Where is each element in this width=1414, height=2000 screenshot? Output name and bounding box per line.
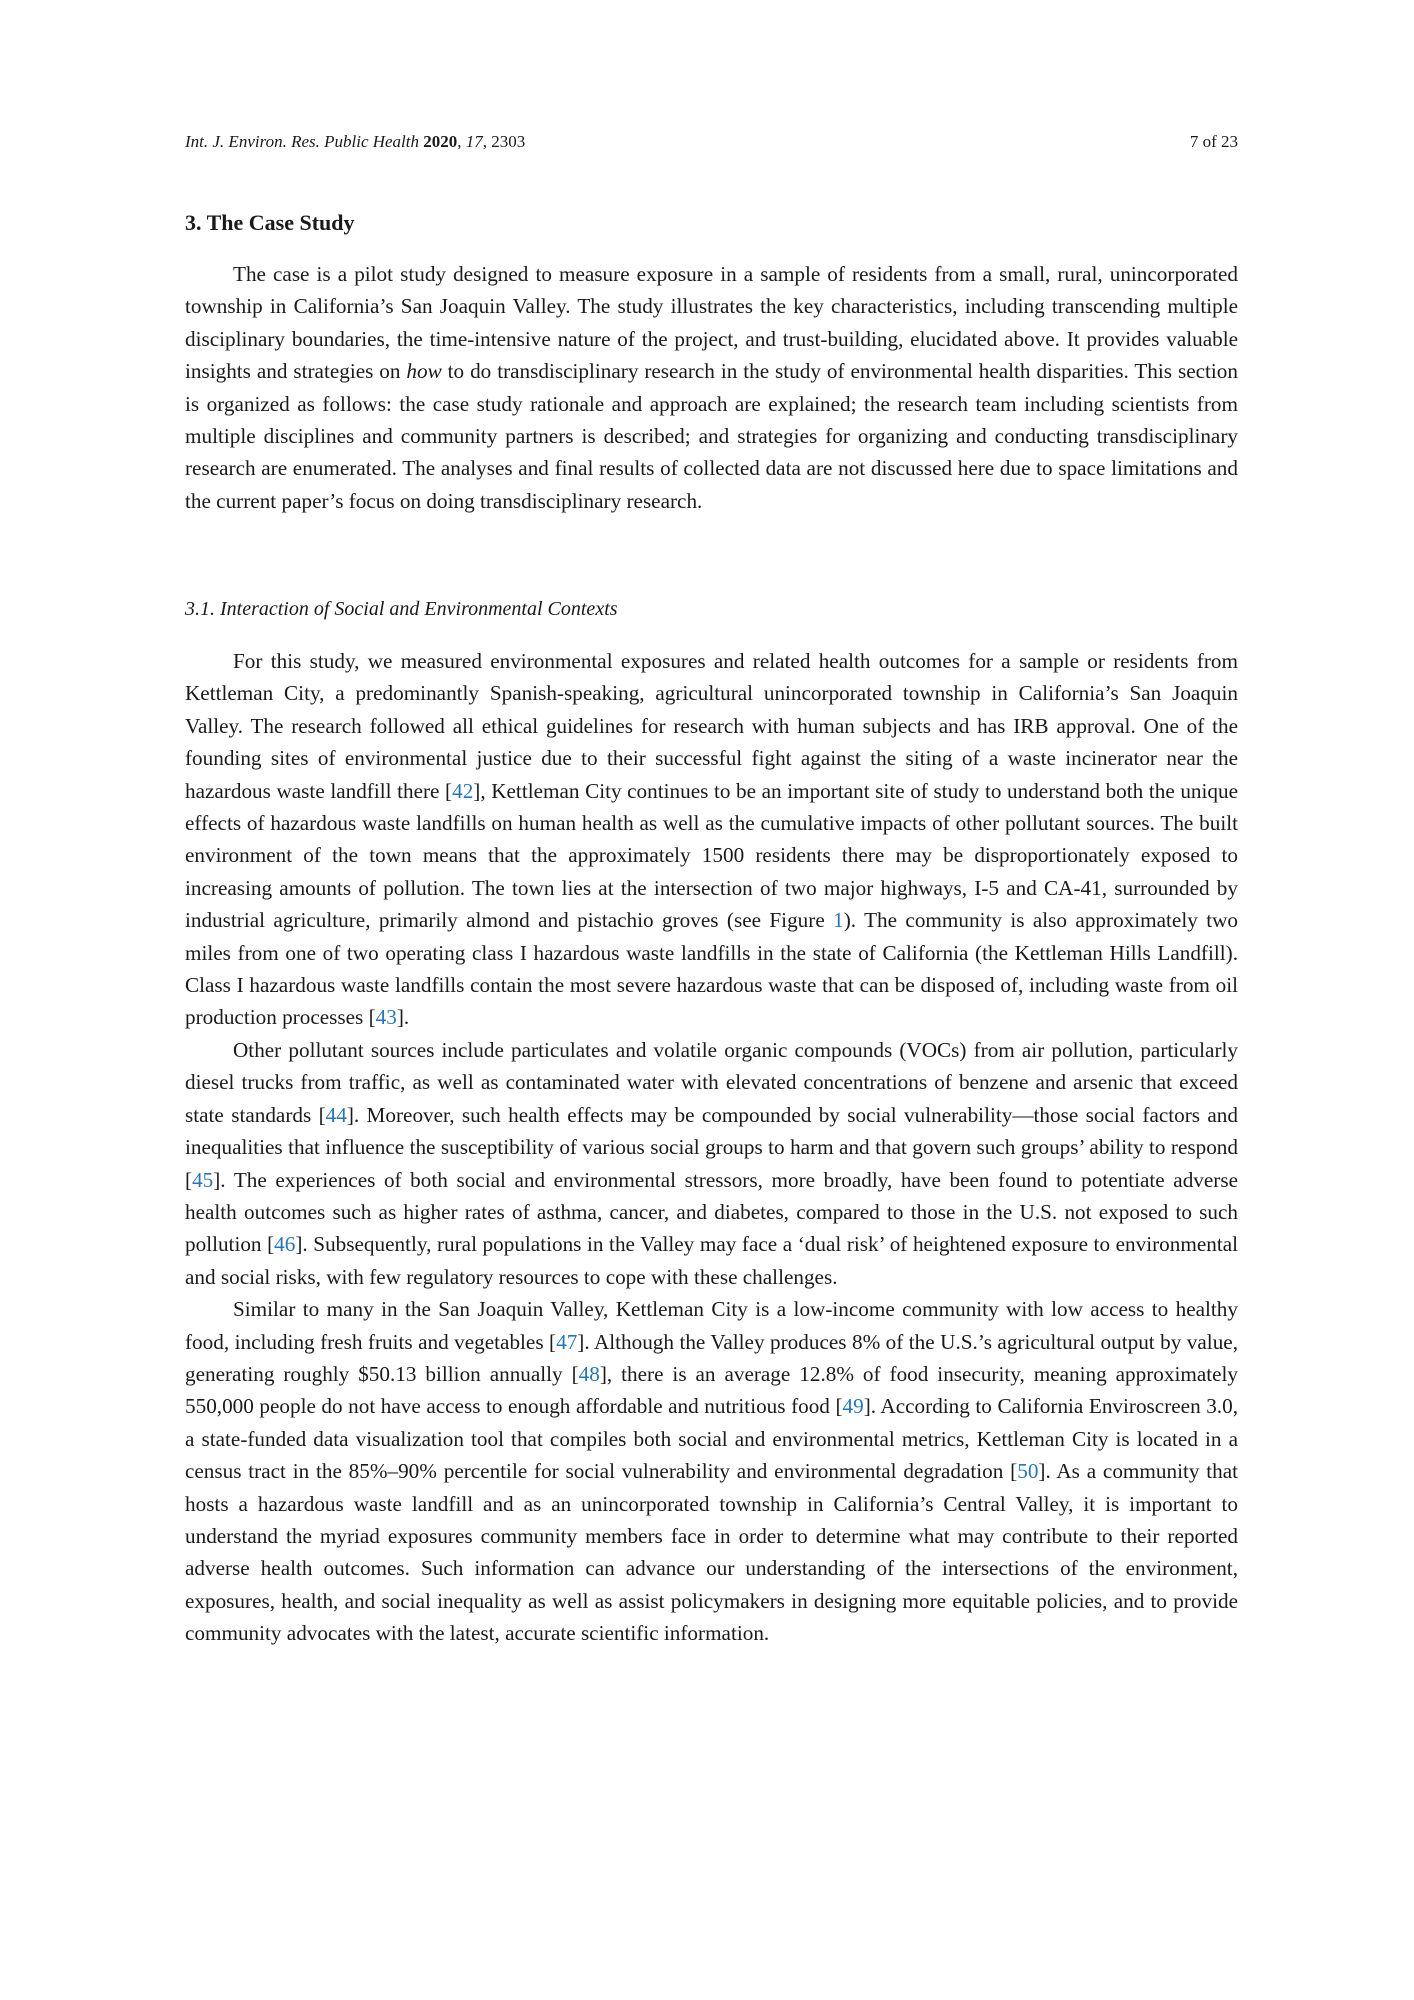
subsection-body xyxy=(185,645,1238,1650)
journal-name: Int. J. Environ. Res. Public Health xyxy=(185,132,420,151)
paragraph-food-access: Similar to many in the San Joaquin Valley, Kettleman City is a low-income community with low access to healthy food, including fresh fruits and vegetables [47]. Although the Valley produces 8% of the U.S.’s agricultural output by value, generating roughly $50.13 billion annually [48], there is an average 12.8% of food insecurity, meaning approximately 550,000 people do not have access to enough affordable and nutritious food [49]. According to California Enviroscreen 3.0, a state-funded data visualization tool that compiles both social and environmental metrics, Kettleman City is located in a census tract in the 85%–90% percentile for social vulnerability and environmental degradation [50]. As a community that hosts a hazardous waste landfill and as an unincorporated township in California’s Central Valley, it is important to understand the myriad exposures community members face in order to determine what may contribute to their reported adverse health outcomes. Such information can advance our understanding of the intersections of the environment, exposures, health, and social inequality as well as assist policymakers in designing more equitable policies, and to provide community advocates with the latest, accurate scientific information. xyxy=(185,1297,1238,1646)
intro-paragraph: The case is a pilot study designed to measure exposure in a sample of residents from a small, rural, unincorporated township in California’s San Joaquin Valley. The study illustrates the key characteristics, including transcending multiple disciplinary boundaries, the time-intensive nature of the project, and trust-building, elucidated above. It provides valuable insights and strategies on how to do transdisciplinary research in the study of environmental health disparities. This section is organized as follows: the case study rationale and approach are explained; the research team including scientists from multiple disciplines and community partners is described; and strategies for organizing and conducting transdisciplinary research are enumerated. The analyses and final results of collected data are not discussed here due to space limitations and the current paper’s focus on doing transdisciplinary research. xyxy=(185,262,1238,513)
citation-link-42[interactable]: 42 xyxy=(452,778,474,803)
subsection-heading: 3.1. Interaction of Social and Environmental Contexts xyxy=(185,598,618,620)
section-intro xyxy=(185,258,1238,517)
emphasis-how: how xyxy=(406,359,442,384)
citation-link-45[interactable]: 45 xyxy=(192,1167,214,1192)
citation-link-43[interactable]: 43 xyxy=(375,1005,397,1030)
citation-link-44[interactable]: 44 xyxy=(325,1102,347,1127)
running-header xyxy=(185,132,1238,152)
section-heading: 3. The Case Study xyxy=(185,210,355,235)
article-number: 2303 xyxy=(491,132,526,151)
journal-citation: Int. J. Environ. Res. Public Health 2020, 17, 2303 xyxy=(185,132,526,151)
citation-link-50[interactable]: 50 xyxy=(1017,1459,1039,1484)
figure-link-1[interactable]: 1 xyxy=(833,908,844,933)
journal-year: 2020 xyxy=(423,132,458,151)
citation-link-48[interactable]: 48 xyxy=(578,1361,600,1386)
citation-link-49[interactable]: 49 xyxy=(842,1394,864,1419)
paragraph-pollutants: Other pollutant sources include particulates and volatile organic compounds (VOCs) from air pollution, particularly diesel trucks from traffic, as well as contaminated water with elevated concentrations of benzene and arsenic that exceed state standards [44]. Moreover, such health effects may be compounded by social vulnerability—those social factors and inequalities that influence the susceptibility of various social groups to harm and that govern such groups’ ability to respond [45]. The experiences of both social and environmental stressors, more broadly, have been found to potentiate adverse health outcomes such as higher rates of asthma, cancer, and diabetes, compared to those in the U.S. not exposed to such pollution [46]. Subsequently, rural populations in the Valley may face a ‘dual risk’ of heightened exposure to environmental and social risks, with few regulatory resources to cope with these challenges. xyxy=(185,1037,1238,1289)
page-number: 7 of 23 xyxy=(1189,132,1238,151)
journal-volume: 17 xyxy=(465,132,483,151)
paragraph-kettleman: For this study, we measured environmental exposures and related health outcomes for a sample or residents from Kettleman City, a predominantly Spanish-speaking, agricultural unincorporated township in California’s San Joaquin Valley. The research followed all ethical guidelines for research with human subjects and has IRB approval. One of the founding sites of environmental justice due to their successful fight against the siting of a waste incinerator near the hazardous waste landfill there [42], Kettleman City continues to be an important site of study to understand both the unique effects of hazardous waste landfills on human health as well as the cumulative impacts of other pollutant sources. The built environment of the town means that the approximately 1500 residents there may be disproportionately exposed to increasing amounts of pollution. The town lies at the intersection of two major highways, I-5 and CA-41, surrounded by industrial agriculture, primarily almond and pistachio groves (see Figure 1). The community is also approximately two miles from one of two operating class I hazardous waste landfills in the state of California (the Kettleman Hills Landfill). Class I hazardous waste landfills contain the most severe hazardous waste that can be disposed of, including waste from oil production processes [43]. xyxy=(185,649,1238,1030)
citation-link-47[interactable]: 47 xyxy=(556,1329,578,1354)
citation-link-46[interactable]: 46 xyxy=(274,1232,296,1257)
